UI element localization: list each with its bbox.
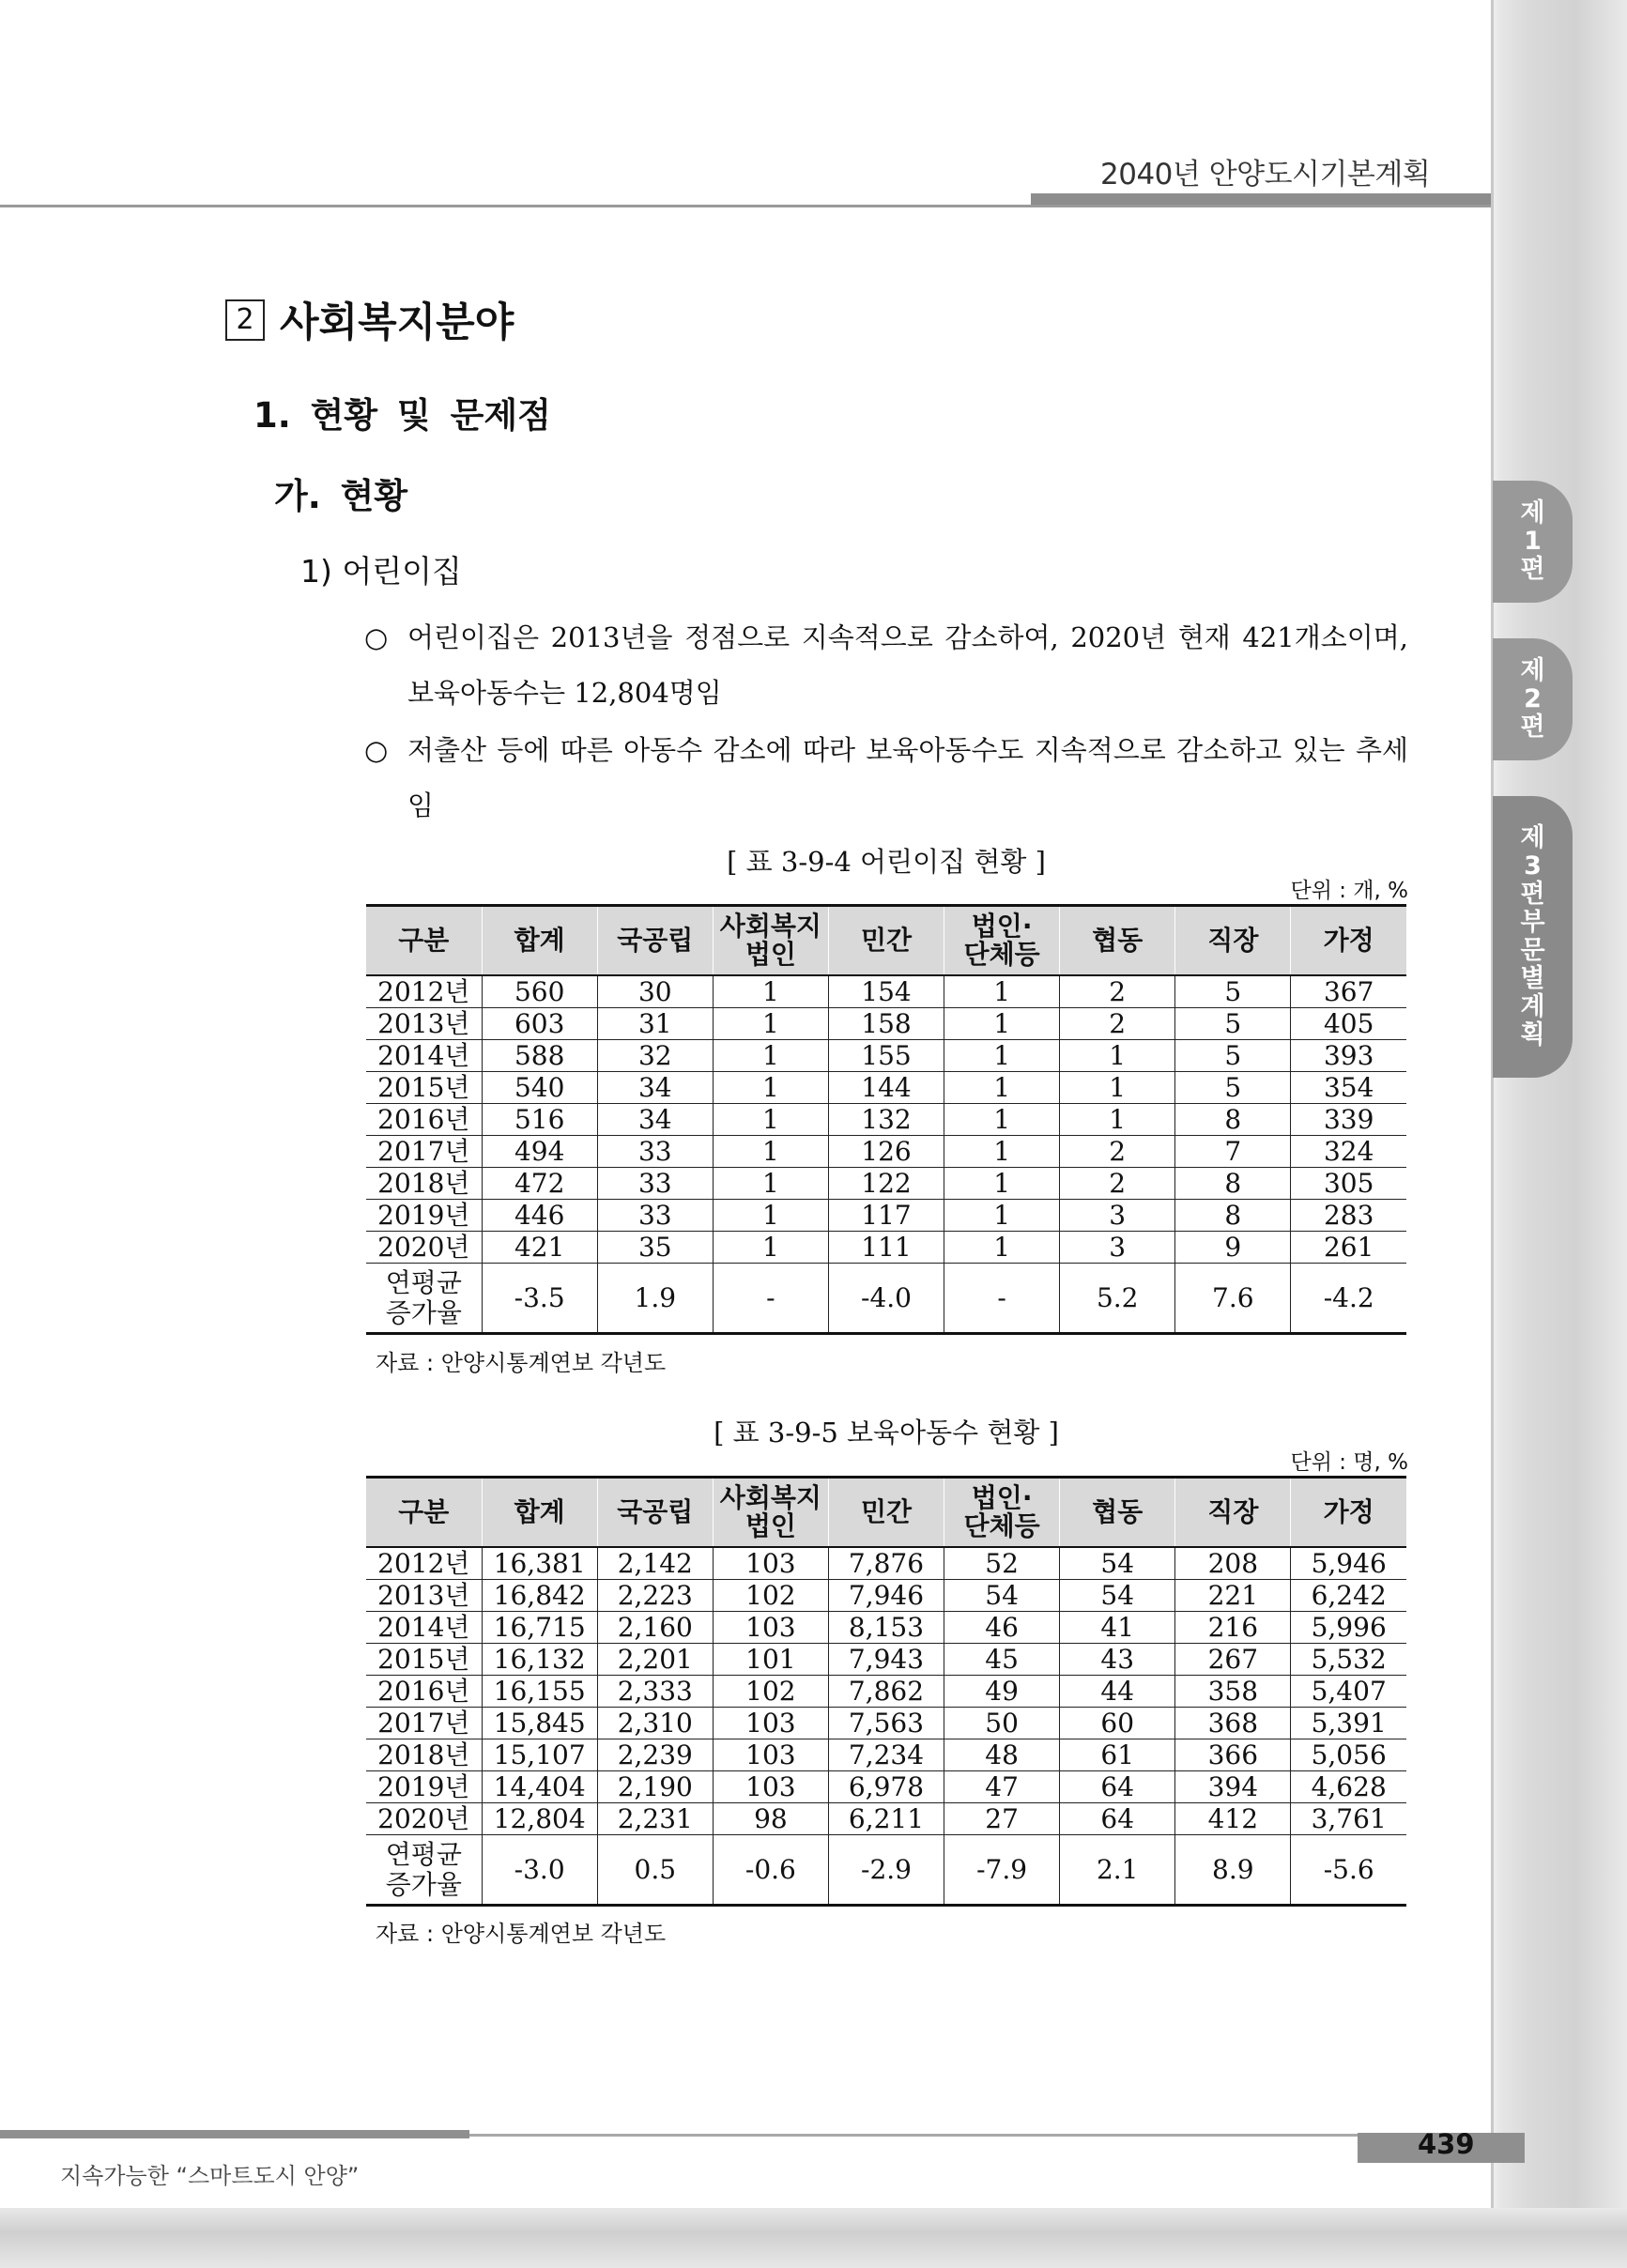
table-cell: 60 [1060, 1708, 1175, 1739]
column-header: 가정 [1291, 1478, 1406, 1548]
table-cell: 103 [713, 1771, 828, 1803]
table-row [366, 1771, 1406, 1803]
table-cell: 2,239 [597, 1739, 713, 1771]
table-cell: 7,943 [828, 1644, 944, 1676]
table-cell: 1 [944, 1104, 1060, 1136]
table-header-row [366, 906, 1406, 976]
side-tab-char: 3 [1524, 851, 1542, 881]
table-cell: 2,223 [597, 1580, 713, 1612]
table-cell: 358 [1175, 1676, 1291, 1708]
row-label-cell: 2019년 [366, 1200, 482, 1232]
table-cell: 31 [597, 1008, 713, 1040]
table-row [366, 1168, 1406, 1200]
table-cell: 15,107 [482, 1739, 597, 1771]
table-cell: 1 [713, 1232, 828, 1264]
table-row [366, 1708, 1406, 1739]
table-cell: 1 [713, 1168, 828, 1200]
table-cell: 7,563 [828, 1708, 944, 1739]
table-cell: 34 [597, 1104, 713, 1136]
table-cell: 1 [713, 975, 828, 1008]
row-label-cell: 2020년 [366, 1803, 482, 1835]
table-cell: 12,804 [482, 1803, 597, 1835]
table-cell: 103 [713, 1612, 828, 1644]
table-cell: 33 [597, 1200, 713, 1232]
table-cell: 132 [828, 1104, 944, 1136]
table-cell: 8,153 [828, 1612, 944, 1644]
row-label-cell: 2016년 [366, 1676, 482, 1708]
table-cell: 5,996 [1291, 1612, 1406, 1644]
row-label-cell: 2017년 [366, 1136, 482, 1168]
table-cell: 261 [1291, 1232, 1406, 1264]
table-cell: -2.9 [828, 1835, 944, 1906]
table-cell: 101 [713, 1644, 828, 1676]
table-cell: 5,056 [1291, 1739, 1406, 1771]
table-cell: 64 [1060, 1803, 1175, 1835]
average-growth-row [366, 1835, 1406, 1906]
table-cell: 1 [944, 975, 1060, 1008]
table-cell: 1 [713, 1008, 828, 1040]
table-cell: 283 [1291, 1200, 1406, 1232]
table-cell: 8 [1175, 1200, 1291, 1232]
table-cell: 1 [713, 1200, 828, 1232]
table-cell: 103 [713, 1739, 828, 1771]
table-cell: 7,234 [828, 1739, 944, 1771]
table-cell: 61 [1060, 1739, 1175, 1771]
daycare-center-table [366, 904, 1406, 1335]
table-cell: 35 [597, 1232, 713, 1264]
table-cell: 144 [828, 1072, 944, 1104]
footer-slogan: 지속가능한 “스마트도시 안양” [60, 2163, 360, 2189]
table-cell: 155 [828, 1040, 944, 1072]
table-cell: 154 [828, 975, 944, 1008]
table-cell: 14,404 [482, 1771, 597, 1803]
column-header: 국공립 [597, 1478, 713, 1548]
table-cell: 305 [1291, 1168, 1406, 1200]
heading-level-1: 1. 현황 및 문제점 [253, 395, 551, 436]
table-cell: 54 [1060, 1580, 1175, 1612]
side-tab-char: 편 [1520, 555, 1545, 584]
row-label-cell: 2018년 [366, 1168, 482, 1200]
side-tab-char: 문 [1520, 936, 1545, 965]
bullet-paragraph [364, 610, 1408, 721]
table-cell: 588 [482, 1040, 597, 1072]
row-label-cell: 2016년 [366, 1104, 482, 1136]
table-cell: 412 [1175, 1803, 1291, 1835]
column-header: 구분 [366, 906, 482, 976]
table-cell: 8.9 [1175, 1835, 1291, 1906]
average-growth-row [366, 1264, 1406, 1334]
row-label-cell: 2019년 [366, 1771, 482, 1803]
section-number-box: 2 [225, 299, 265, 341]
side-tab-char: 2 [1524, 684, 1542, 713]
side-tab-char: 제 [1520, 498, 1545, 528]
table-cell: 46 [944, 1612, 1060, 1644]
table-cell: 16,381 [482, 1547, 597, 1580]
table-cell: 494 [482, 1136, 597, 1168]
side-tab-char: 제 [1520, 656, 1545, 685]
table-cell: 221 [1175, 1580, 1291, 1612]
table-cell: 1 [1060, 1072, 1175, 1104]
table-cell: - [713, 1264, 828, 1334]
column-header: 가정 [1291, 906, 1406, 976]
table-cell: 394 [1175, 1771, 1291, 1803]
table-cell: 2.1 [1060, 1835, 1175, 1906]
table-cell: -4.0 [828, 1264, 944, 1334]
table-cell: 2,190 [597, 1771, 713, 1803]
table-cell: 1 [1060, 1104, 1175, 1136]
table-cell: 1 [944, 1072, 1060, 1104]
section-title [225, 291, 514, 348]
table-cell: 41 [1060, 1612, 1175, 1644]
table-row [366, 1612, 1406, 1644]
table-cell: 6,242 [1291, 1580, 1406, 1612]
table-cell: 2,333 [597, 1676, 713, 1708]
table-cell: 603 [482, 1008, 597, 1040]
row-label-cell: 2013년 [366, 1008, 482, 1040]
table-cell: 103 [713, 1708, 828, 1739]
page-edge-shadow [1491, 0, 1627, 2268]
table-cell: 339 [1291, 1104, 1406, 1136]
row-label-cell: 2015년 [366, 1644, 482, 1676]
table-row [366, 1104, 1406, 1136]
table-cell: -5.6 [1291, 1835, 1406, 1906]
table-cell: 2,142 [597, 1547, 713, 1580]
footer-rule-accent [0, 2130, 469, 2138]
side-tab-char: 획 [1520, 1020, 1545, 1050]
table-cell: 1 [944, 1168, 1060, 1200]
table-header-row [366, 1478, 1406, 1548]
table-row [366, 1200, 1406, 1232]
circle-bullet-icon: ○ [364, 621, 389, 653]
table-cell: 5 [1175, 1008, 1291, 1040]
side-tab-char: 부 [1520, 908, 1545, 937]
table-cell: 421 [482, 1232, 597, 1264]
table-cell: 16,155 [482, 1676, 597, 1708]
table-unit: 단위 : 개, % [1290, 879, 1408, 903]
table-cell: 32 [597, 1040, 713, 1072]
column-header: 합계 [482, 906, 597, 976]
table-cell: 7,876 [828, 1547, 944, 1580]
table-cell: 7,946 [828, 1580, 944, 1612]
row-label-cell: 2015년 [366, 1072, 482, 1104]
table-cell: 2 [1060, 1136, 1175, 1168]
table-cell: 1 [713, 1136, 828, 1168]
table-row [366, 1580, 1406, 1612]
column-header: 법인· 단체등 [944, 906, 1060, 976]
table-cell: 1 [944, 1200, 1060, 1232]
table-cell: 516 [482, 1104, 597, 1136]
table-row [366, 1739, 1406, 1771]
table-cell: 48 [944, 1739, 1060, 1771]
row-label-cell: 2020년 [366, 1232, 482, 1264]
table-cell: 102 [713, 1580, 828, 1612]
table-cell: - [944, 1264, 1060, 1334]
table-cell: 5,946 [1291, 1547, 1406, 1580]
column-header: 합계 [482, 1478, 597, 1548]
table-cell: 2 [1060, 1008, 1175, 1040]
row-label-cell: 2013년 [366, 1580, 482, 1612]
table-cell: 1 [944, 1040, 1060, 1072]
table-cell: 5,407 [1291, 1676, 1406, 1708]
table-cell: 324 [1291, 1136, 1406, 1168]
table-cell: 3 [1060, 1200, 1175, 1232]
table-cell: 34 [597, 1072, 713, 1104]
header-rule-accent [1031, 193, 1491, 205]
side-tab-char: 1 [1524, 527, 1542, 556]
row-label-cell: 연평균 증가율 [366, 1835, 482, 1906]
page-bottom-shadow [0, 2208, 1627, 2268]
table-cell: 98 [713, 1803, 828, 1835]
table-cell: 354 [1291, 1072, 1406, 1104]
column-header: 국공립 [597, 906, 713, 976]
table-cell: 54 [944, 1580, 1060, 1612]
table-cell: 7,862 [828, 1676, 944, 1708]
table-cell: 6,978 [828, 1771, 944, 1803]
running-header: 2040년 안양도시기본계획 [1100, 158, 1431, 192]
table-cell: -3.5 [482, 1264, 597, 1334]
row-label-cell: 2017년 [366, 1708, 482, 1739]
table-cell: 0.5 [597, 1835, 713, 1906]
table-caption: [ 표 3-9-4 어린이집 현황 ] [727, 846, 1046, 878]
table-cell: 1 [713, 1040, 828, 1072]
section-title-text: 사회복지분야 [280, 299, 514, 346]
table-cell: 560 [482, 975, 597, 1008]
side-tab-part-3[interactable] [1493, 796, 1573, 1078]
table-cell: 50 [944, 1708, 1060, 1739]
table-cell: 43 [1060, 1644, 1175, 1676]
table-source: 자료 : 안양시통계연보 각년도 [376, 1350, 667, 1376]
column-header: 민간 [828, 906, 944, 976]
table-cell: 9 [1175, 1232, 1291, 1264]
table-cell: 1 [944, 1232, 1060, 1264]
table-cell: 16,842 [482, 1580, 597, 1612]
table-row [366, 1676, 1406, 1708]
table-cell: -3.0 [482, 1835, 597, 1906]
table-row [366, 1040, 1406, 1072]
table-cell: 47 [944, 1771, 1060, 1803]
table-cell: 2,231 [597, 1803, 713, 1835]
table-cell: 367 [1291, 975, 1406, 1008]
table-cell: 1 [1060, 1040, 1175, 1072]
table-row [366, 1072, 1406, 1104]
table-cell: 27 [944, 1803, 1060, 1835]
table-cell: 1 [713, 1104, 828, 1136]
table-cell: 45 [944, 1644, 1060, 1676]
side-tab-char: 계 [1520, 992, 1545, 1021]
table-cell: 1 [944, 1136, 1060, 1168]
table-cell: 5 [1175, 1072, 1291, 1104]
table-caption: [ 표 3-9-5 보육아동수 현황 ] [714, 1417, 1059, 1448]
table-cell: 102 [713, 1676, 828, 1708]
table-cell: 16,715 [482, 1612, 597, 1644]
table-cell: 5 [1175, 975, 1291, 1008]
table-row [366, 1136, 1406, 1168]
table-cell: 5,532 [1291, 1644, 1406, 1676]
table-cell: 216 [1175, 1612, 1291, 1644]
table-cell: 1 [944, 1008, 1060, 1040]
table-cell: 54 [1060, 1547, 1175, 1580]
row-label-cell: 연평균 증가율 [366, 1264, 482, 1334]
table-cell: 5,391 [1291, 1708, 1406, 1739]
table-unit: 단위 : 명, % [1290, 1450, 1408, 1475]
table-cell: 103 [713, 1547, 828, 1580]
circle-bullet-icon: ○ [364, 734, 389, 766]
table-cell: 15,845 [482, 1708, 597, 1739]
table-cell: 2,160 [597, 1612, 713, 1644]
column-header: 직장 [1175, 1478, 1291, 1548]
table-cell: 2 [1060, 1168, 1175, 1200]
table-cell: 52 [944, 1547, 1060, 1580]
table-cell: -0.6 [713, 1835, 828, 1906]
table-cell: 7.6 [1175, 1264, 1291, 1334]
table-cell: -7.9 [944, 1835, 1060, 1906]
table-cell: 6,211 [828, 1803, 944, 1835]
table-cell: 16,132 [482, 1644, 597, 1676]
heading-level-2: 가. 현황 [274, 476, 408, 516]
bullet-text: 어린이집은 2013년을 정점으로 지속적으로 감소하여, 2020년 현재 421개소이며, 보육아동수는 12,804명임 [407, 621, 1408, 709]
table-cell: 446 [482, 1200, 597, 1232]
side-tab-char: 제 [1520, 823, 1545, 852]
table-cell: -4.2 [1291, 1264, 1406, 1334]
column-header: 민간 [828, 1478, 944, 1548]
table-row [366, 1008, 1406, 1040]
row-label-cell: 2012년 [366, 1547, 482, 1580]
table-cell: 2,201 [597, 1644, 713, 1676]
table-cell: 117 [828, 1200, 944, 1232]
table-cell: 8 [1175, 1104, 1291, 1136]
side-tab-part-1[interactable] [1493, 481, 1573, 603]
row-label-cell: 2018년 [366, 1739, 482, 1771]
column-header: 사회복지 법인 [713, 906, 828, 976]
table-cell: 7 [1175, 1136, 1291, 1168]
table-cell: 64 [1060, 1771, 1175, 1803]
enrolled-children-table [366, 1476, 1406, 1907]
table-cell: 111 [828, 1232, 944, 1264]
table-cell: 1.9 [597, 1264, 713, 1334]
table-cell: 540 [482, 1072, 597, 1104]
bullet-paragraph [364, 723, 1408, 834]
table-source: 자료 : 안양시통계연보 각년도 [376, 1921, 667, 1947]
table-cell: 30 [597, 975, 713, 1008]
table-cell: 126 [828, 1136, 944, 1168]
table-cell: 3,761 [1291, 1803, 1406, 1835]
column-header: 구분 [366, 1478, 482, 1548]
table-row [366, 975, 1406, 1008]
table-cell: 44 [1060, 1676, 1175, 1708]
table-cell: 368 [1175, 1708, 1291, 1739]
column-header: 직장 [1175, 906, 1291, 976]
table-cell: 5.2 [1060, 1264, 1175, 1334]
side-tab-part-2[interactable] [1493, 638, 1573, 760]
column-header: 협동 [1060, 906, 1175, 976]
table-cell: 393 [1291, 1040, 1406, 1072]
column-header: 사회복지 법인 [713, 1478, 828, 1548]
table-cell: 2 [1060, 975, 1175, 1008]
column-header: 협동 [1060, 1478, 1175, 1548]
table-cell: 158 [828, 1008, 944, 1040]
table-row [366, 1232, 1406, 1264]
table-cell: 2,310 [597, 1708, 713, 1739]
column-header: 법인· 단체등 [944, 1478, 1060, 1548]
table-row [366, 1803, 1406, 1835]
table-cell: 405 [1291, 1008, 1406, 1040]
side-tab-char: 편 [1520, 880, 1545, 909]
row-label-cell: 2014년 [366, 1612, 482, 1644]
side-tab-char: 별 [1520, 964, 1545, 993]
table-row [366, 1547, 1406, 1580]
table-cell: 33 [597, 1136, 713, 1168]
table-cell: 49 [944, 1676, 1060, 1708]
table-cell: 122 [828, 1168, 944, 1200]
table-cell: 33 [597, 1168, 713, 1200]
table-cell: 1 [713, 1072, 828, 1104]
table-cell: 4,628 [1291, 1771, 1406, 1803]
table-row [366, 1644, 1406, 1676]
table-cell: 267 [1175, 1644, 1291, 1676]
header-rule [0, 205, 1491, 207]
bullet-text: 저출산 등에 따른 아동수 감소에 따라 보육아동수도 지속적으로 감소하고 있는 추세임 [407, 734, 1408, 821]
row-label-cell: 2014년 [366, 1040, 482, 1072]
row-label-cell: 2012년 [366, 975, 482, 1008]
side-tab-char: 편 [1520, 713, 1545, 742]
table-cell: 366 [1175, 1739, 1291, 1771]
table-cell: 8 [1175, 1168, 1291, 1200]
table-cell: 5 [1175, 1040, 1291, 1072]
page-number: 439 [1418, 2128, 1475, 2160]
table-cell: 472 [482, 1168, 597, 1200]
table-cell: 208 [1175, 1547, 1291, 1580]
table-cell: 3 [1060, 1232, 1175, 1264]
heading-level-3: 1) 어린이집 [300, 553, 462, 590]
